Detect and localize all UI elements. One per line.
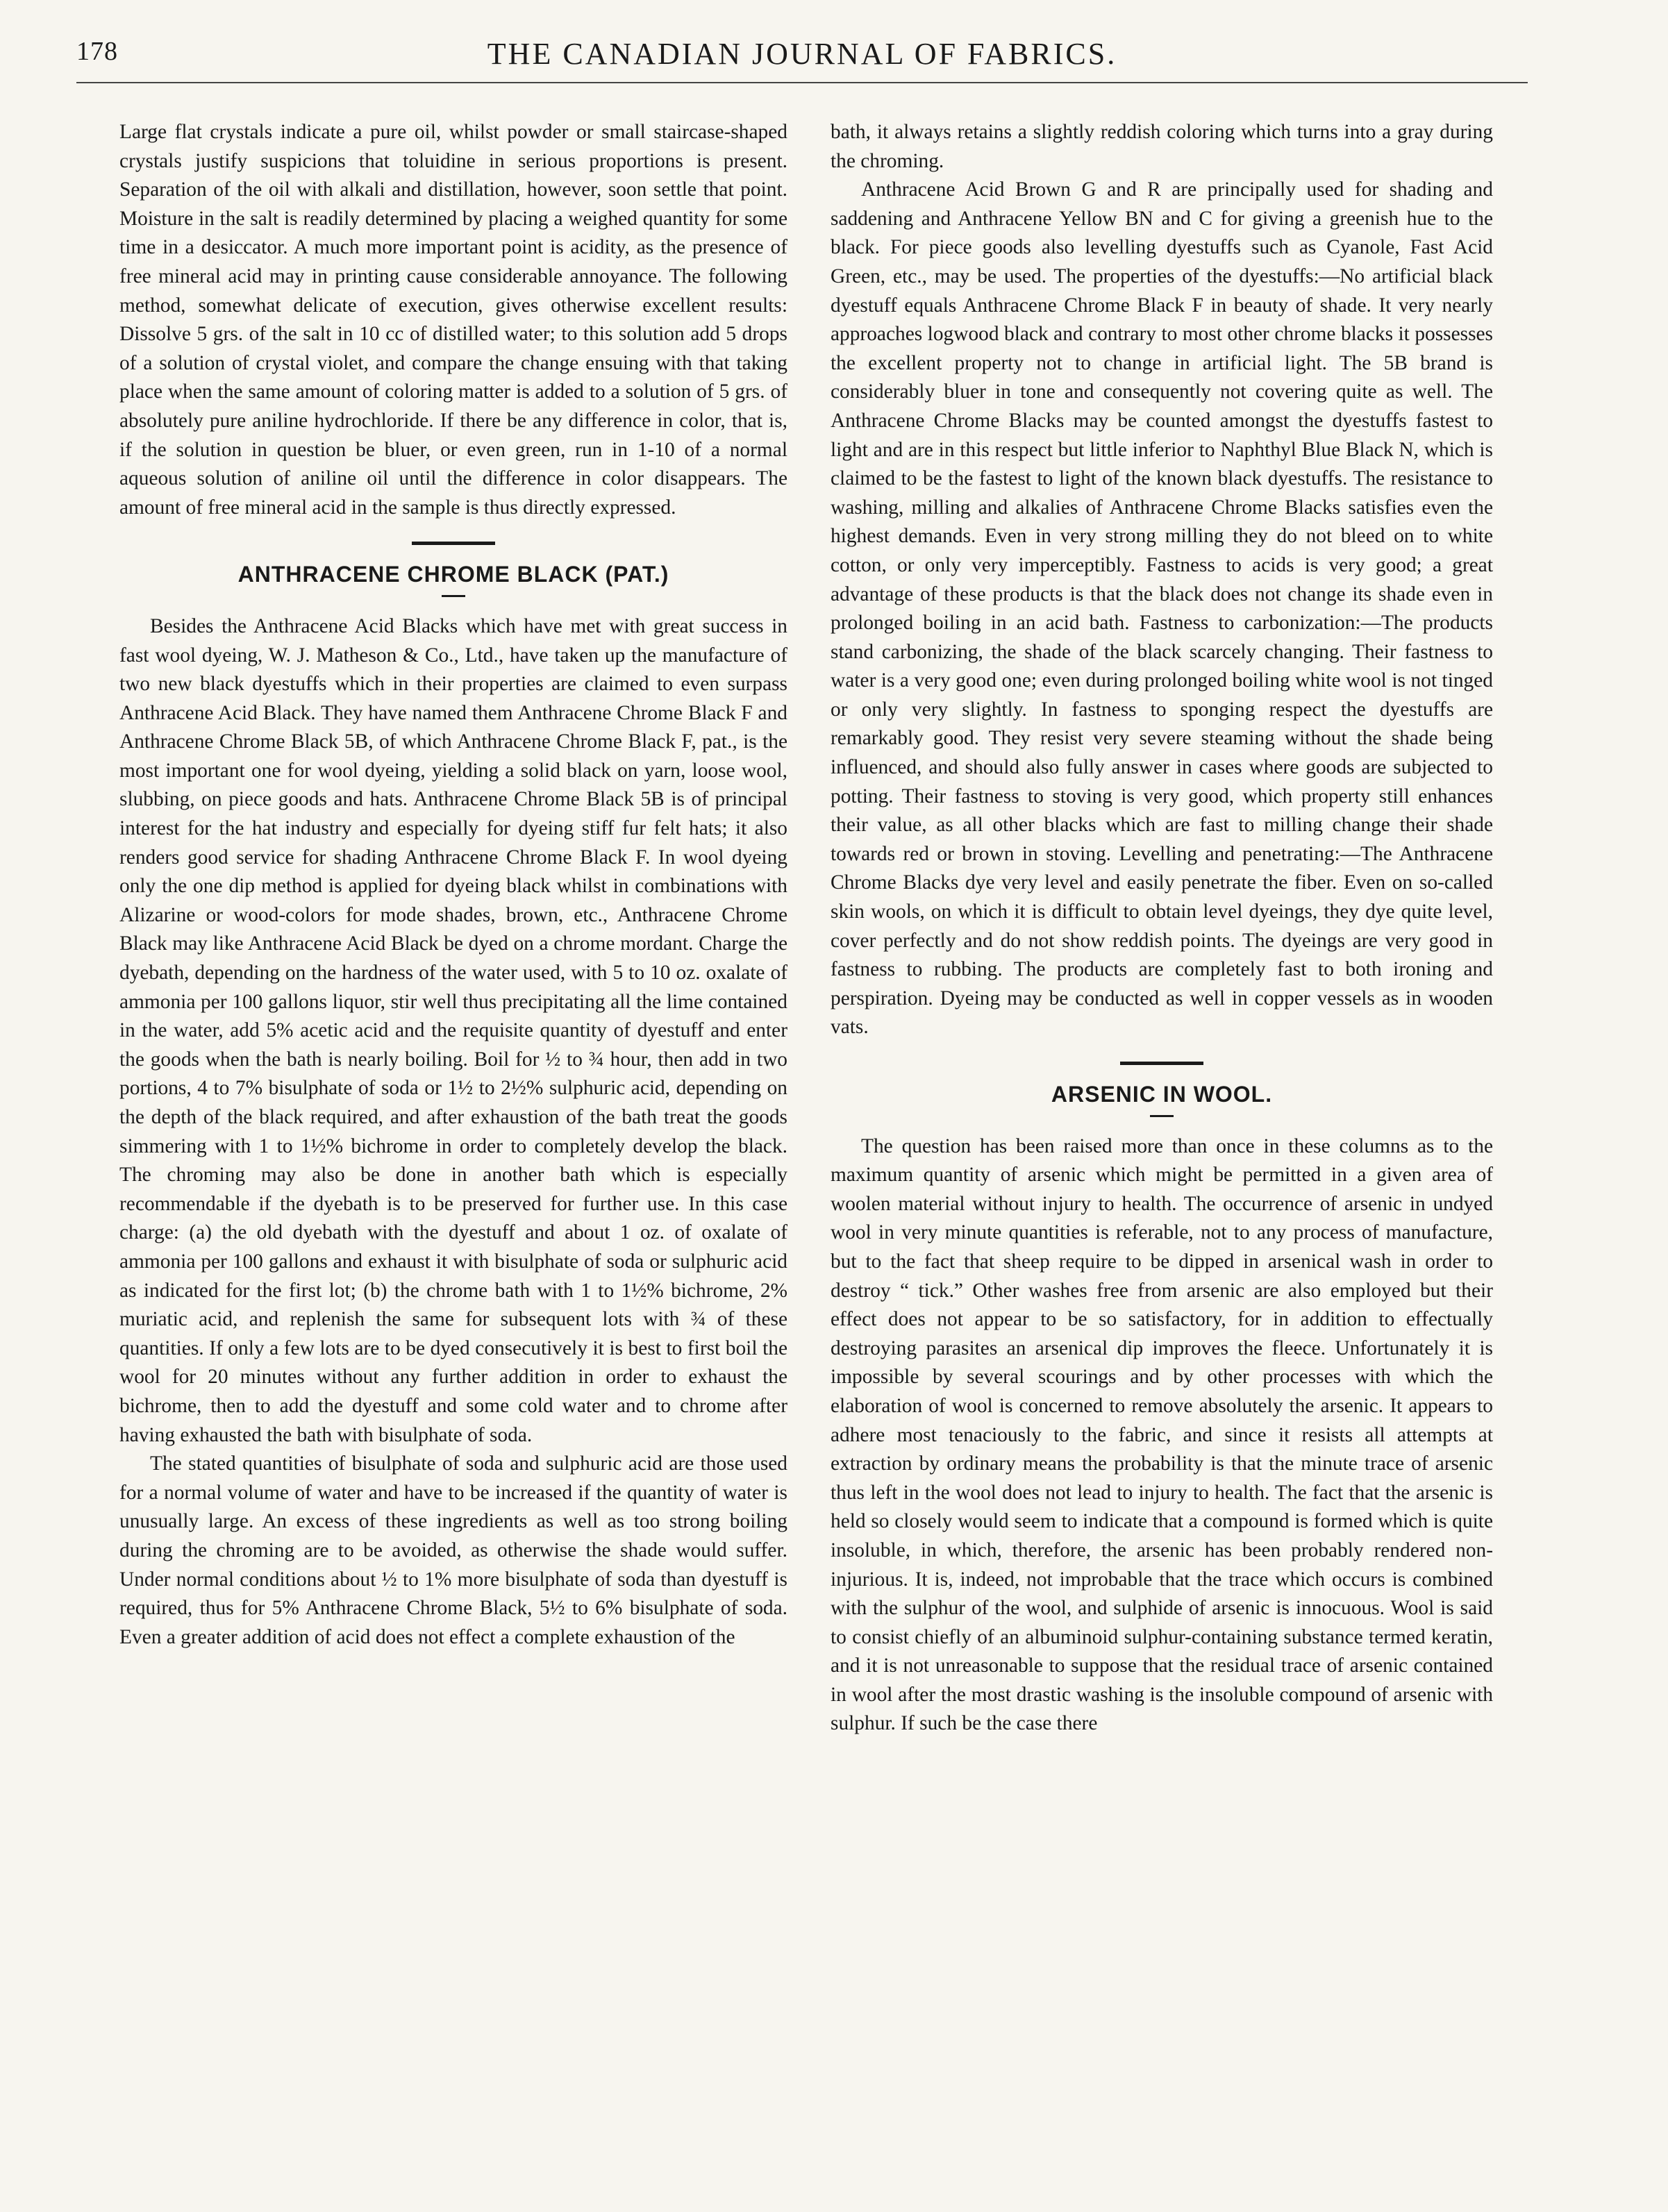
journal-title: THE CANADIAN JOURNAL OF FABRICS. bbox=[487, 37, 1117, 71]
section-heading-anthracene: ANTHRACENE CHROME BLACK (PAT.) bbox=[237, 562, 669, 587]
properties-paragraph: Anthracene Acid Brown G and R are principally used for shading and saddening and Anthracene Yellow BN and C for giving a greenish hue to the black. For piece goods also levelling dyestuffs such as Cyanole, Fast Acid Green, etc., may be used. The properties of the dyestuffs:—No artificial black dyestuff equals Anthracene Chrome Black F in beauty of shade. It very nearly approaches logwood black and contrary to most other chrome blacks it possesses the excellent property not to change in artificial light. The 5B brand is considerably bluer in tone and consequently not covering quite as well. The Anthracene Chrome Blacks may be counted amongst the dyestuffs fastest to light and are in this respect but little inferior to Naphthyl Blue Black N, which is claimed to be the fastest to light of the known black dyestuffs. The resistance to washing, milling and alkalies of Anthracene Chrome Blacks satisfies even the highest demands. Even in very strong milling they do not bleed on to white cotton, or only very imperceptibly. Fastness to acids is very good; a great advantage of these products is that the black does not change its shade even in prolonged boiling in an acid bath. Fastness to carbonization:—The products stand carbonizing, the shade of the black scarcely changing. Their fastness to water is a very good one; even during prolonged boiling white wool is not tinged or only very slightly. In fastness to sponging respect the dyestuffs are remarkably good. They resist very severe steaming without the shade being influenced, and should also fully answer in cases where goods are subjected to potting. Their fastness to stoving is very good, which property still enhances their value, as all other blacks which are fast to milling change their shade towards red or brown in stoving. Levelling and penetrating:—The Anthracene Chrome Blacks dye very level and easily penetrate the fiber. Even on so-called skin wools, on which it is difficult to obtain level dyeings, they dye quite level, cover perfectly and do not show reddish points. The dyeings are very good in fastness to rubbing. The products are completely fast to both ironing and perspiration. Dyeing may be conducted as well in copper vessels as in wooden vats. bbox=[831, 178, 1493, 1039]
section-divider bbox=[412, 542, 495, 545]
section-heading-arsenic: ARSENIC IN WOOL. bbox=[1051, 1082, 1273, 1107]
continued-paragraph: bath, it always retains a slightly reddish coloring which turns into a gray during the chroming. bbox=[831, 121, 1493, 172]
section-dash bbox=[442, 595, 465, 597]
intro-paragraph: Large flat crystals indicate a pure oil, whilst powder or small staircase-shaped crystals justify suspicions that toluidine in serious proportions is present. Separation of the oil with alkali and distillation, however, soon settle that point. Moisture in the salt is readily determined by placing a weighed quantity for some time in a desiccator. A much more important point is acidity, as the presence of free mineral acid may in printing cause considerable annoyance. The following method, somewhat delicate of execution, gives otherwise excellent results: Dissolve 5 grs. of the salt in 10 cc of distilled water; to this solution add 5 drops of a solution of crystal violet, and compare the change ensuing with that taking place when the same amount of coloring matter is added to a solution of 5 grs. of absolutely pure aniline hydrochloride. If there be any difference in color, that is, if the solution in question be bluer, or even green, run in 1-10 of a normal aqueous solution of aniline oil until the difference in color disappears. The amount of free mineral acid in the sample is thus directly expressed. bbox=[119, 121, 787, 519]
anthracene-paragraph-1: Besides the Anthracene Acid Blacks which have met with great success in fast wool dyeing, W. J. Matheson & Co., Ltd., have taken up the manufacture of two new black dyestuffs which in their properties are claimed to even surpass Anthracene Acid Black. They have named them Anthracene Chrome Black F and Anthracene Chrome Black 5B, of which Anthracene Chrome Black F, pat., is the most important one for wool dyeing, yielding a solid black on yarn, loose wool, slubbing, on piece goods and hats. Anthracene Chrome Black 5B is of principal interest for the hat industry and especially for dyeing stiff fur felt hats; it also renders good service for shading Anthracene Chrome Black F. In wool dyeing only the one dip method is applied for dyeing black whilst in combinations with Alizarine or wood-colors for mode shades, brown, etc., Anthracene Chrome Black may like Anthracene Acid Black be dyed on a chrome mordant. Charge the dyebath, depending on the hardness of the water used, with 5 to 10 oz. oxalate of ammonia per 100 gallons liquor, stir well thus precipitating all the lime contained in the water, add 5% acetic acid and the requisite quantity of dyestuff and enter the goods when the bath is nearly boiling. Boil for ½ to ¾ hour, then add in two portions, 4 to 7% bisulphate of soda or 1½ to 2½% sulphuric acid, depending on the depth of the black required, and after exhaustion of the bath treat the goods simmering with 1 to 1½% bichrome in order to completely develop the black. The chroming may also be done in another bath which is especially recommendable if the dyebath is to be preserved for further use. In this case charge: (a) the old dyebath with the dyestuff and about 1 oz. of oxalate of ammonia per 100 gallons and exhaust it with bisulphate of soda or sulphuric acid as indicated for the first lot; (b) the chrome bath with 1 to 1½% bichrome, 2% muriatic acid, and replenish the same for subsequent lots with ¾ of these quantities. If only a few lots are to be dyed consecutively it is best to first boil the wool for 20 minutes without any further addition in order to exhaust the bichrome, then to add the dyestuff and some cold water and to chrome after having exhausted the bath with bisulphate of soda. bbox=[119, 614, 787, 1446]
page-number: 178 bbox=[76, 37, 118, 66]
header-rule bbox=[76, 82, 1528, 83]
page-header bbox=[76, 36, 1528, 78]
anthracene-paragraph-2: The stated quantities of bisulphate of soda and sulphuric acid are those used for a normal volume of water and have to be increased if the quantity of water is unusually large. An excess of these ingredients as well as too strong boiling during the chroming are to be avoided, as otherwise the shade would suffer. Under normal conditions about ½ to 1% more bisulphate of soda than dyestuff is required, thus for 5% Anthracene Chrome Black, 5½ to 6% bisulphate of soda. Even a greater addition of acid does not effect a complete exhaustion of the bbox=[119, 1452, 787, 1648]
section-divider bbox=[1120, 1062, 1203, 1065]
left-column bbox=[119, 118, 787, 1652]
arsenic-paragraph: The question has been raised more than once in these columns as to the maximum quantity of arsenic which might be permitted in a given area of woolen material without injury to health. The occurrence of arsenic in undyed wool in very minute quantities is referable, not to any process of manufacture, but to the fact that sheep require to be dipped in arsenical wash in order to destroy “ tick.” Other washes free from arsenic are also employed but their effect does not appear to be so satisfactory, for in addition to effectually destroying parasites an arsenical dip improves the fleece. Unfortunately it is impossible by several scourings and by other processes with which the elaboration of wool is concerned to remove absolutely the arsenic. It appears to adhere most tenaciously to the fabric, and since it resists all attempts at extraction by ordinary means the probability is that the minute trace of arsenic thus left in the wool does not lead to injury to health. The fact that the arsenic is held so closely would seem to indicate that a compound is formed which is quite insoluble, in which, therefore, the arsenic has been probably rendered non-injurious. It is, indeed, not improbable that the trace which occurs is combined with the sulphur of the wool, and sulphide of arsenic is innocuous. Wool is said to consist chiefly of an albuminoid sulphur-containing substance termed keratin, and it is not unreasonable to suppose that the residual trace of arsenic contained in wool after the most drastic washing is the insoluble compound of arsenic with sulphur. If such be the case there bbox=[831, 1134, 1493, 1735]
right-column bbox=[831, 118, 1493, 1738]
section-dash bbox=[1150, 1115, 1174, 1117]
